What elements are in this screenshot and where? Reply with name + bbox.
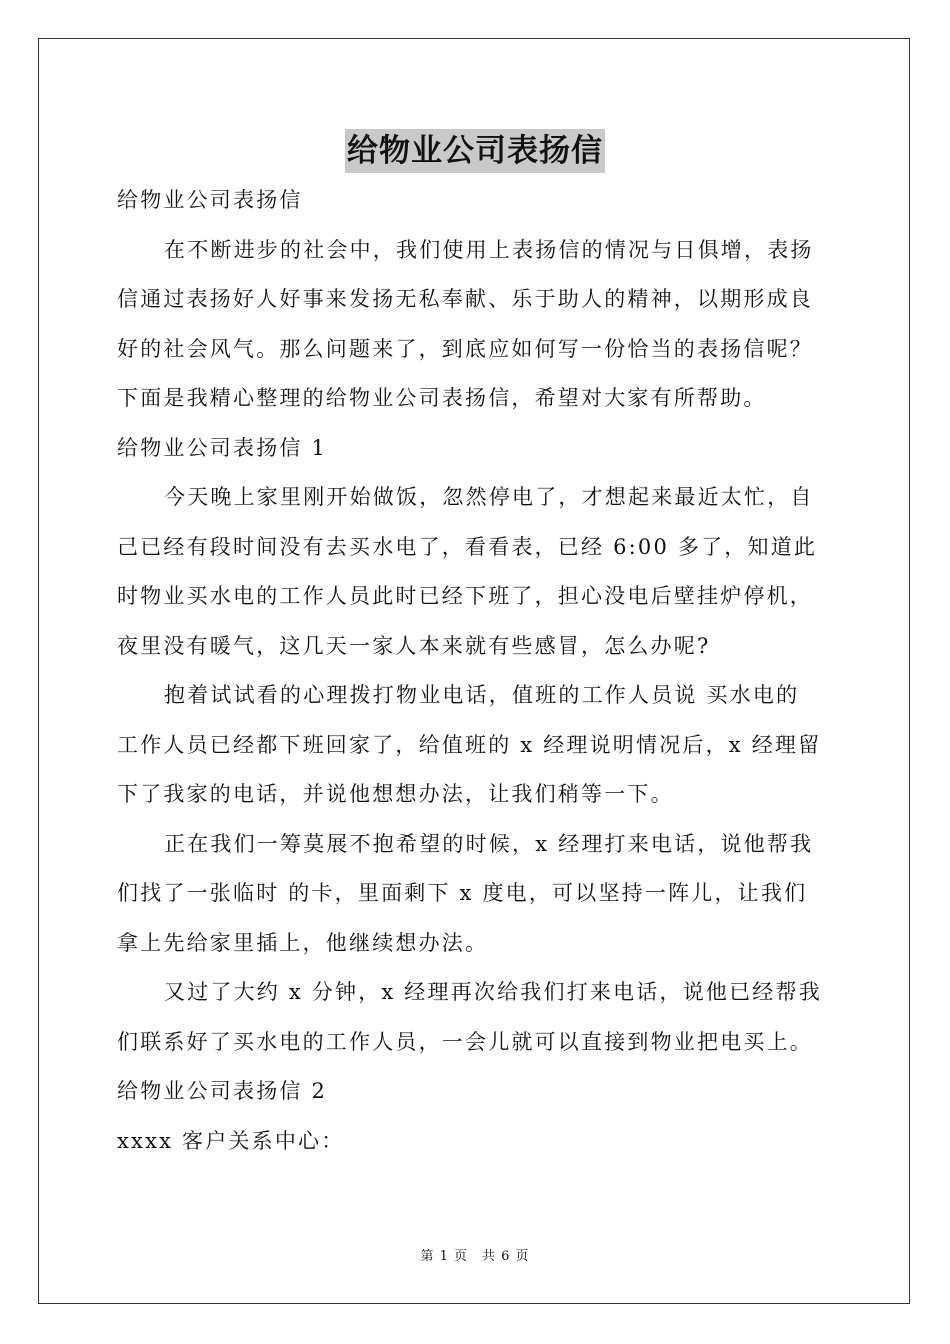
body-line-text: 信通过表扬好人好事来发扬无私奉献、乐于助人的精神，以期形成良 bbox=[117, 287, 813, 311]
body-line bbox=[117, 820, 833, 870]
body-line bbox=[117, 671, 833, 721]
body-line-text: 工作人员已经都下班回家了，给值班的 x 经理说明情况后，x 经理留 bbox=[117, 732, 822, 757]
body-line-text: 下了我家的电话，并说他想想办法，让我们稍等一下。 bbox=[117, 782, 674, 806]
document-title bbox=[0, 128, 950, 173]
body-line-text: 今天晚上家里刚开始做饭，忽然停电了，才想起来最近太忙，自 bbox=[164, 485, 814, 509]
body-line bbox=[117, 275, 833, 325]
section-heading bbox=[117, 1067, 833, 1117]
body-line bbox=[117, 919, 833, 969]
body-line-text: 时物业买水电的工作人员此时已经下班了，担心没电后壁挂炉停机， bbox=[117, 584, 813, 608]
body-line bbox=[117, 622, 833, 672]
body-line-text: 又过了大约 x 分钟，x 经理再次给我们打来电话，说他已经帮我 bbox=[164, 980, 822, 1004]
body-line-text: 在不断进步的社会中，我们使用上表扬信的情况与日俱增，表扬 bbox=[164, 237, 814, 262]
body-line-text: 好的社会风气。那么问题来了，到底应如何写一份恰当的表扬信呢？ bbox=[117, 336, 813, 361]
body-line-text: 抱着试试看的心理拨打物业电话，值班的工作人员说 买水电的 bbox=[164, 683, 800, 707]
body-line bbox=[117, 473, 833, 523]
body-line bbox=[117, 572, 833, 622]
body-line bbox=[117, 523, 833, 573]
body-line bbox=[117, 869, 833, 919]
body-line-text: 们联系好了买水电的工作人员，一会儿就可以直接到物业把电买上。 bbox=[117, 1029, 813, 1054]
body-line bbox=[117, 374, 833, 424]
body-line bbox=[117, 325, 833, 375]
body-line-text: 下面是我精心整理的给物业公司表扬信，希望对大家有所帮助。 bbox=[117, 386, 767, 410]
section-heading-text: 给物业公司表扬信 2 bbox=[117, 1079, 328, 1103]
body-line bbox=[117, 226, 833, 276]
body-line bbox=[117, 176, 833, 226]
body-line-text: 给物业公司表扬信 bbox=[117, 188, 303, 212]
page-number-footer: 第 1 页 共 6 页 bbox=[420, 1249, 530, 1264]
body-line-text: 己已经有段时间没有去买水电了，看看表，已经 6:00 多了，知道此 bbox=[117, 534, 818, 559]
body-line-text: 们找了一张临时 的卡，里面剩下 x 度电，可以坚持一阵儿，让我们 bbox=[117, 881, 808, 905]
section-heading bbox=[117, 424, 833, 474]
body-line bbox=[117, 770, 833, 820]
body-line-text: 拿上先给家里插上，他继续想办法。 bbox=[117, 930, 489, 955]
body-line bbox=[117, 968, 833, 1018]
document-body bbox=[117, 176, 833, 1166]
body-line-text: 夜里没有暖气，这几天一家人本来就有些感冒，怎么办呢? bbox=[117, 633, 711, 658]
salutation-line bbox=[117, 1117, 833, 1167]
document-title-text: 给物业公司表扬信 bbox=[345, 129, 605, 173]
section-heading-text: 给物业公司表扬信 1 bbox=[117, 435, 328, 460]
body-line bbox=[117, 1018, 833, 1068]
body-line-text: 正在我们一筹莫展不抱希望的时候，x 经理打来电话，说他帮我 bbox=[164, 831, 814, 856]
body-line bbox=[117, 721, 833, 771]
salutation-text: xxxx 客户关系中心： bbox=[117, 1128, 345, 1153]
